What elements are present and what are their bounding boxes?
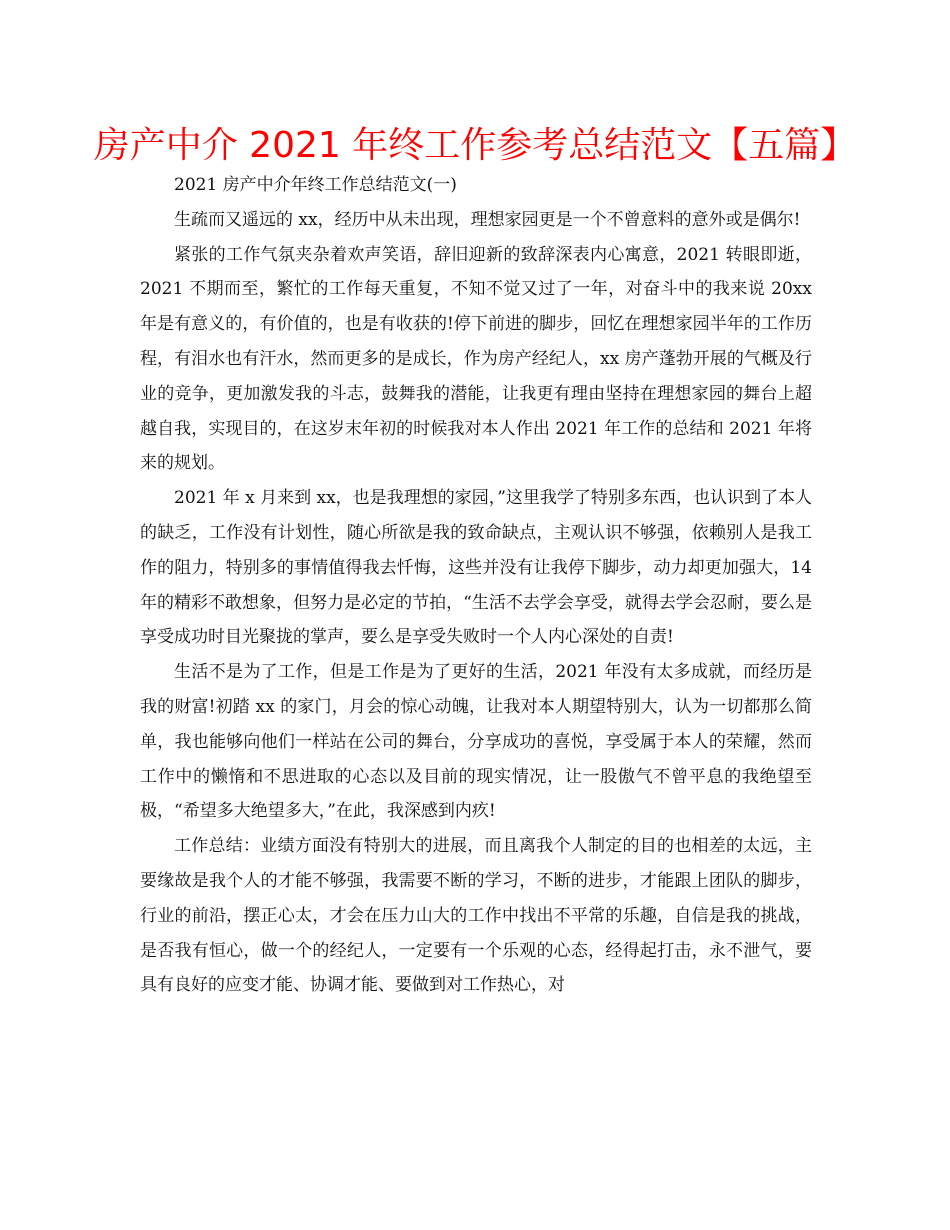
paragraph-2: 紧张的工作气氛夹杂着欢声笑语，辞旧迎新的致辞深表内心寓意，2021 转眼即逝，2021 不期而至，繁忙的工作每天重复，不知不觉又过了一年，对奋斗中的我来说 20xx 年是有意义的，有价值的，也是有收获的!停下前进的脚步，回忆在理想家园半年的工作历程，有泪水也有汗水，然而更多的是成长，作为房产经纪人，xx 房产蓬勃开展的气概及行业的竞争，更加激发我的斗志，鼓舞我的潜能，让我更有理由坚持在理想家园的舞台上超越自我，实现目的，在这岁末年初的时候我对本人作出 2021 年工作的总结和 2021 年将来的规划。	[140, 244, 812, 474]
paragraph-5: 工作总结：业绩方面没有特别大的进展，而且离我个人制定的目的也相差的太远，主要缘故是我个人的才能不够强，我需要不断的学习，不断的进步，才能跟上团队的脚步，行业的前沿，摆正心太，才会在压力山大的工作中找出不平常的乐趣，自信是我的挑战，是否我有恒心，做一个的经纪人，一定要有一个乐观的心态，经得起打击，永不泄气，要具有良好的应变才能、协调才能、要做到对工作热心，对	[140, 836, 812, 996]
paragraph-3: 2021 年 x 月来到 xx，也是我理想的家园，”这里我学了特别多东西，也认识到了本人的缺乏，工作没有计划性，随心所欲是我的致命缺点，主观认识不够强，依赖别人是我工作的阻力，特别多的事情值得我去忏悔，这些并没有让我停下脚步，动力却更加强大，14 年的精彩不敢想象，但努力是必定的节拍，“生活不去学会享受，就得去学会忍耐，要么是享受成功时目光聚拢的掌声，要么是享受失败时一个人内心深处的自责!	[140, 488, 812, 648]
paragraph-1: 生疏而又遥远的 xx，经历中从未出现，理想家园更是一个不曾意料的意外或是偶尔!	[174, 209, 801, 230]
document-title: 房产中介 2021 年终工作参考总结范文【五篇】	[93, 125, 857, 166]
paragraph-4: 生活不是为了工作，但是工作是为了更好的生活，2021 年没有太多成就，而经历是我的财富!初踏 xx 的家门，月会的惊心动魄，让我对本人期望特别大，认为一切都那么简单，我也能够向他们一样站在公司的舞台，分享成功的喜悦，享受属于本人的荣耀，然而工作中的懒惰和不思进取的心态以及目前的现实情况，让一股傲气不曾平息的我绝望至极，“希望多大绝望多大，”在此，我深感到内疚!	[140, 662, 812, 822]
section-subheading: 2021 房产中介年终工作总结范文(一)	[174, 175, 457, 195]
document-body	[140, 168, 812, 1003]
